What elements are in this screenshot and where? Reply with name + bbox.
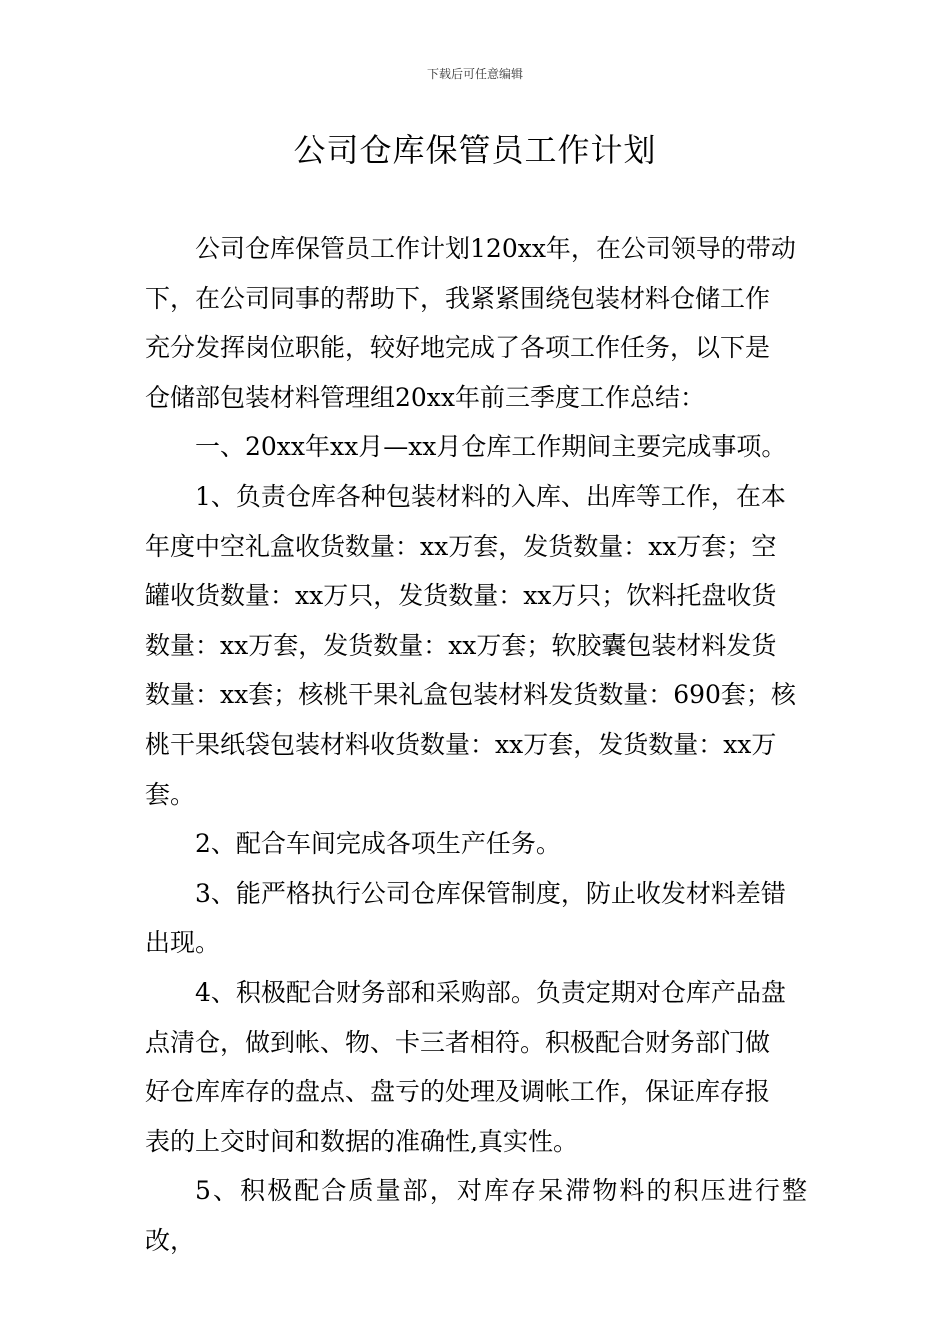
paragraph-item-1: 1、负责仓库各种包装材料的入库、出库等工作，在本 年度中空礼盒收货数量：xx万套，发货数量：xx万套；空 罐收货数量：xx万只，发货数量：xx万只；饮料托盘收货 数量：xx万套，发货数量：xx万套；软胶囊包装材料发货 数量：xx套；核桃干果礼盒包装材料发货数量：690套；核 桃干果纸袋包装材料收货数量：xx万套，发货数量：xx万 套。 <box>145 481 796 809</box>
document-title: 公司仓库保管员工作计划 <box>293 131 657 169</box>
paragraph-item-4: 4、积极配合财务部和采购部。负责定期对仓库产品盘 点清仓，做到帐、物、卡三者相符。积极配合财务部门做 好仓库库存的盘点、盘亏的处理及调帐工作，保证库存报 表的上交时间和数据的准确性,真实性。 <box>145 977 786 1156</box>
page-header-note: 下载后可任意编辑 <box>426 67 523 81</box>
document-body <box>145 224 807 1265</box>
paragraph-item-5: 5、积极配合质量部，对库存呆滞物料的积压进行整改， <box>145 1176 807 1255</box>
paragraph-item-2: 2、配合车间完成各项生产任务。 <box>195 829 561 859</box>
paragraph-item-3: 3、能严格执行公司仓库保管制度，防止收发材料差错 出现。 <box>145 878 786 958</box>
paragraph-intro: 公司仓库保管员工作计划120xx年，在公司领导的带动 下，在公司同事的帮助下，我紧紧围绕包装材料仓储工作 充分发挥岗位职能，较好地完成了各项工作任务，以下是 仓储部包装材料管理组20xx年前三季度工作总结： <box>145 234 796 412</box>
paragraph-section-heading: 一、20xx年xx月—xx月仓库工作期间主要完成事项。 <box>195 432 787 462</box>
